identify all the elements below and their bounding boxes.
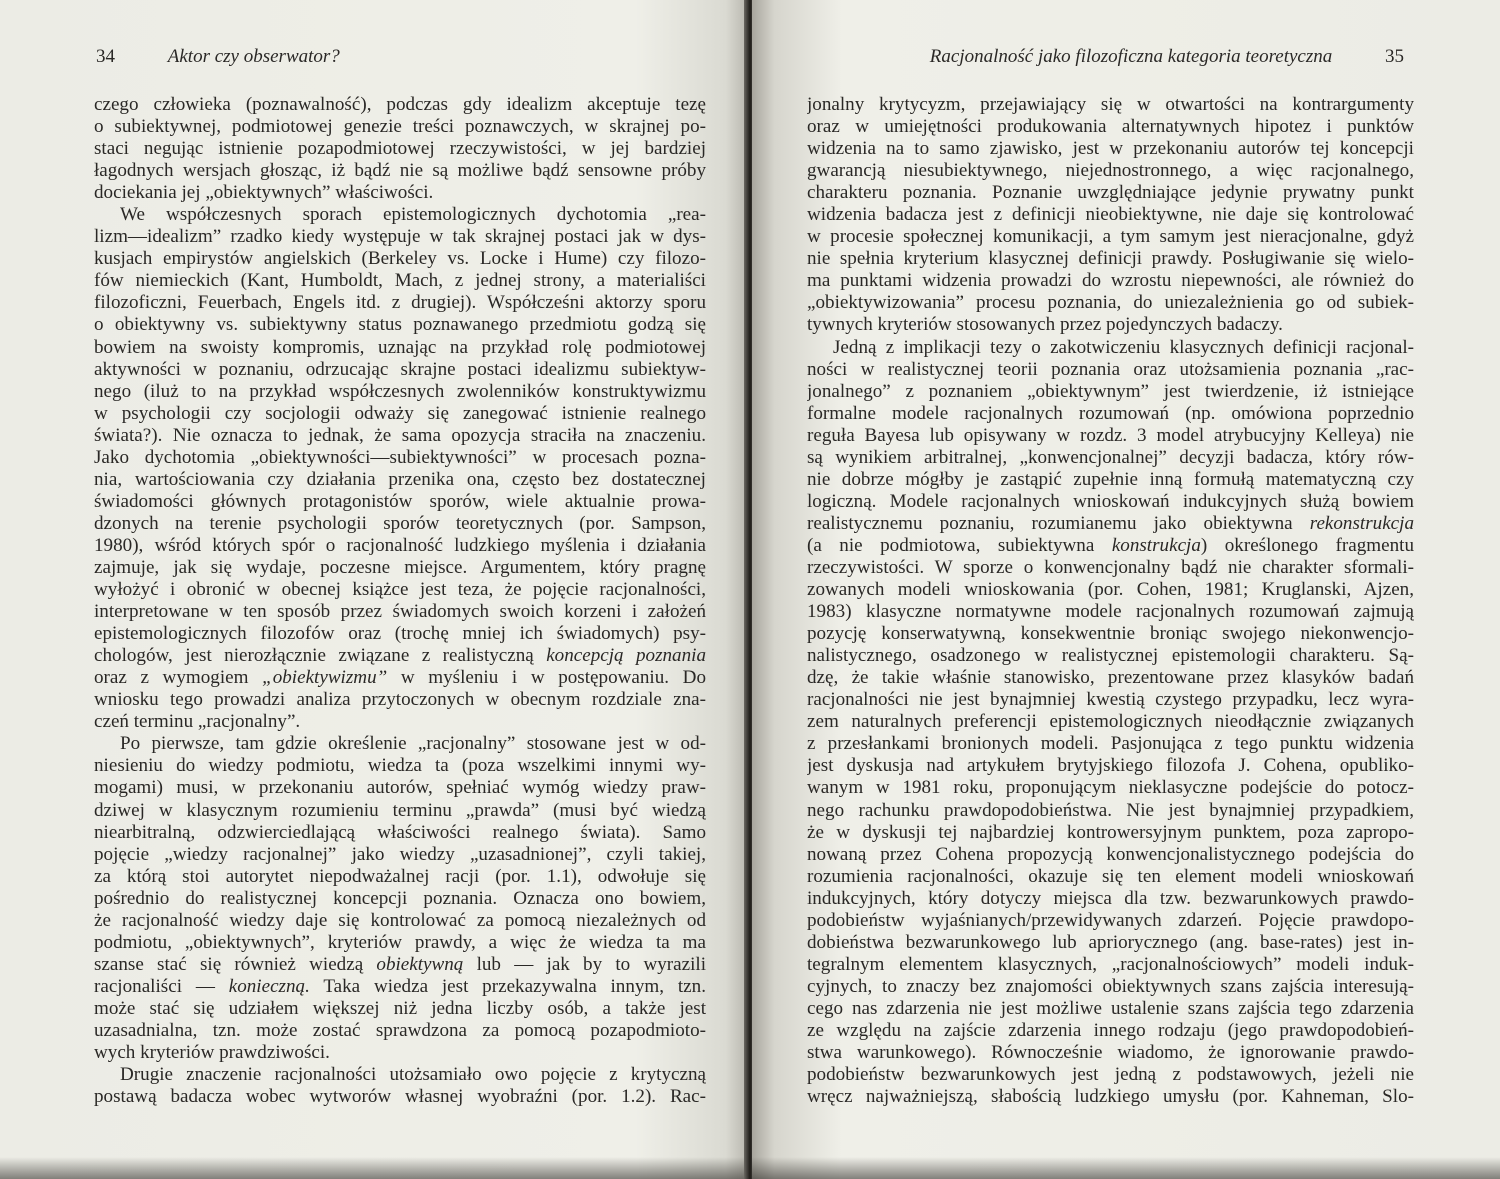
text-line: dzę, że takie właśnie stanowisko, prezentowane przez klasyków badań: [807, 667, 1414, 689]
text-line: czego człowieka (poznawalność), podczas gdy idealizm akceptuje tezę: [94, 94, 706, 115]
text-line: jest dyskusja nad artykułem brytyjskiego filozofa J. Cohena, opubliko-: [807, 755, 1414, 777]
text-line: w psychologii czy socjologii odważy się zanegować istnienie realnego: [94, 402, 706, 424]
right-page-body: [807, 94, 1414, 1108]
right-page-header: [804, 46, 1404, 68]
text-line: 1983) klasyczne normatywne modele racjonalnych rozumowań zajmują: [807, 601, 1414, 623]
text-line: dociekania jej „obiektywnych” właściwości.: [94, 182, 434, 204]
page-number: 34: [96, 46, 115, 67]
text-line: nie spełnia kryterium klasycznej definicji prawdy. Posługiwanie się wielo-: [807, 248, 1414, 270]
text-line: dobieństwa bezwarunkowego lub apriorycznego (ang. base-rates) jest in-: [807, 931, 1414, 953]
page-edge-shadow: [752, 1157, 1500, 1179]
text-line: czeń terminu „racjonalny”.: [94, 711, 301, 733]
text-line: dziwej w klasycznym rozumieniu terminu „prawda” (musi być wiedzą: [94, 799, 706, 821]
text-line: podmiotu, „obiektywnych”, kryteriów prawdy, a więc że wiedza ta ma: [94, 931, 706, 953]
text-line: Drugie znaczenie racjonalności utożsamiało owo pojęcie z krytyczną: [120, 1064, 706, 1086]
text-line: może stać się udziałem większej niż jedna liczby osób, a także jest: [94, 997, 706, 1019]
text-line: chologów, jest nierozłącznie związane z realistyczną koncepcją poznania: [94, 645, 706, 667]
text-line: postawą badacza wobec wytworów własnej wyobraźni (por. 1.2). Rac-: [94, 1086, 706, 1108]
text-line: uzasadnialna, tzn. może zostać sprawdzona za pomocą pozapodmioto-: [94, 1019, 706, 1041]
text-line: niearbitralną, odzwierciedlającą właściwości realnego świata). Samo: [94, 821, 706, 843]
text-line: jonalny krytycyzm, przejawiający się w otwartości na kontrargumenty: [807, 94, 1414, 115]
text-line: 1980), wśród których spór o racjonalność ludzkiego myślenia i działania: [94, 534, 706, 556]
text-line: racjonaliści — konieczną. Taka wiedza jest przekazywalna innym, tzn.: [94, 975, 706, 997]
text-line: realistycznemu poznaniu, rozumianemu jako obiektywna rekonstrukcja: [807, 512, 1414, 534]
text-line: logiczną. Modele racjonalnych wnioskowań indukcyjnych służą bowiem: [807, 490, 1414, 512]
text-line: rzeczywistości. W sporze o konwencjonalny bądź nie charakter sformali-: [807, 556, 1414, 578]
text-line: dzonych na terenie psychologii sporów teoretycznych (por. Sampson,: [94, 512, 706, 534]
text-line: Jako dychotomia „obiektywności—subiektywności” w procesach pozna-: [94, 446, 706, 468]
text-line: ma punktami widzenia prowadzi do wzrostu niepewności, ale również do: [807, 270, 1414, 292]
text-line: reguła Bayesa lub opisywany w rozdz. 3 model atrybucyjny Kelleya) nie: [807, 424, 1414, 446]
left-page: [0, 0, 748, 1179]
text-line: zajmuje, jak się wydaje, poczesne miejsce. Argumentem, który pragnę: [94, 556, 706, 578]
text-line: zowanych modeli wnioskowania (por. Cohen, 1981; Kruglanski, Ajzen,: [807, 579, 1414, 601]
text-line: oraz z wymogiem „obiektywizmu” w myśleniu i w postępowaniu. Do: [94, 667, 706, 689]
text-line: łagodnych wersjach głosząc, iż bądź nie są możliwe bądź sensowne próby: [94, 160, 706, 182]
text-line: wręcz najważniejszą, słabością ludzkiego umysłu (por. Kahneman, Slo-: [807, 1086, 1414, 1108]
text-line: cyjnych, to znaczy bez znajomości obiektywnych szans zajścia interesują-: [807, 975, 1414, 997]
text-line: o obiektywny vs. subiektywny status poznawanego przedmiotu godzą się: [94, 314, 706, 336]
text-line: filozoficzni, Feuerbach, Engels itd. z drugiej). Współcześni aktorzy sporu: [94, 292, 706, 314]
text-line: tywnych kryteriów stosowanych przez pojedynczych badaczy.: [807, 314, 1283, 336]
text-line: nie dobrze mógłby je zastąpić zupełnie inną formułą matematyczną czy: [807, 468, 1414, 490]
text-line: stwa warunkowego). Równocześnie wiadomo, że ignorowanie prawdo-: [807, 1042, 1414, 1064]
text-line: nia, wartościowania czy działania przenika ona, często bez dostatecznej: [94, 468, 706, 490]
text-line: lizm—idealizm” rzadko kiedy występuje w tak skrajnej postaci jak w dys-: [94, 226, 706, 248]
text-line: pojęcie „wiedzy racjonalnej” jako wiedzy „uzasadnionej”, czyli takiej,: [94, 843, 706, 865]
text-line: epistemologicznych filozofów oraz (trochę mniej ich świadomych) psy-: [94, 623, 706, 645]
text-line: niesieniu do wiedzy podmiotu, wiedza ta (poza wszelkimi innymi wy-: [94, 755, 706, 777]
text-line: Po pierwsze, tam gdzie określenie „racjonalny” stosowane jest w od-: [120, 733, 706, 755]
text-line: ności w realistycznej teorii poznania oraz utożsamienia poznania „rac-: [807, 358, 1414, 380]
text-line: (a nie podmiotowa, subiektywna konstrukcja) określonego fragmentu: [807, 534, 1414, 556]
text-line: interpretowane w ten sposób przez świadomych swoich korzeni i założeń: [94, 601, 706, 623]
page-number: 35: [1385, 46, 1404, 67]
text-line: wych kryteriów prawdziwości.: [94, 1042, 330, 1064]
text-line: aktywności w poznaniu, odrzucając skrajne postaci idealizmu subiektyw-: [94, 358, 706, 380]
text-line: wanym w 1981 roku, proponującym nieklasyczne podejście do potocz-: [807, 777, 1414, 799]
text-line: cego nas zdarzenia nie jest możliwe ustalenie szans zajścia tego zdarzenia: [807, 997, 1414, 1019]
text-line: nowaną przez Cohena propozycją konwencjonalistycznego podejścia do: [807, 843, 1414, 865]
page-edge-shadow: [0, 1157, 748, 1179]
text-line: charakteru poznania. Poznanie uwzględniające jedynie prywatny punkt: [807, 182, 1414, 204]
text-line: formalne modele racjonalnych rozumowań (np. omówiona poprzednio: [807, 402, 1414, 424]
right-page: [752, 0, 1500, 1179]
text-line: mogami) musi, w przekonaniu autorów, spełniać wymóg wiedzy praw-: [94, 777, 706, 799]
text-line: są wynikiem arbitralnej, „konwencjonalnej” decyzji badacza, który rów-: [807, 446, 1414, 468]
text-line: racjonalności nie jest bynajmniej kwestią czystego przypadku, lecz wyra-: [807, 689, 1414, 711]
text-line: szanse stać się również wiedzą obiektywną lub — jak by to wyrazili: [94, 953, 706, 975]
text-line: widzenia na to samo zjawisko, jest w przekonaniu autorów tej koncepcji: [807, 138, 1414, 160]
text-line: nalistycznego, osadzonego w realistycznej epistemologii charakteru. Są-: [807, 645, 1414, 667]
text-line: staci negując istnienie pozapodmiotowej rzeczywistości, w jej bardziej: [94, 138, 706, 160]
text-line: wniosku tego prowadzi analiza przytoczonych w obecnym rozdziale zna-: [94, 689, 706, 711]
text-line: Jedną z implikacji tezy o zakotwiczeniu klasycznych definicji racjonal-: [833, 336, 1414, 358]
text-line: nego rachunku prawdopodobieństwa. Nie jest bynajmniej przypadkiem,: [807, 799, 1414, 821]
text-line: jonalnego” z poznaniem „obiektywnym” jest twierdzenie, iż istniejące: [807, 380, 1414, 402]
text-line: fów niemieckich (Kant, Humboldt, Mach, z jednej strony, a materialiści: [94, 270, 706, 292]
running-head: Racjonalność jako filozoficzna kategoria teoretyczna: [929, 46, 1333, 67]
text-line: wyłożyć i obronić w obecnej książce jest teza, że pojęcie racjonalności,: [94, 579, 706, 601]
text-line: widzenia badacza jest z definicji nieobiektywne, nie daje się kontrolować: [807, 204, 1414, 226]
left-page-body: [94, 94, 706, 1108]
running-head: Aktor czy obserwator?: [167, 46, 340, 67]
text-line: rozumienia racjonalności, okazuje się ten element modeli wnioskowań: [807, 865, 1414, 887]
text-line: z przesłankami bronionych modeli. Pasjonująca z tego punktu widzenia: [807, 733, 1414, 755]
text-line: nego (iluż to na przykład współczesnych zwolenników konstruktywizmu: [94, 380, 706, 402]
text-line: w procesie społecznej komunikacji, a tym samym jest nieracjonalne, gdyż: [807, 226, 1414, 248]
text-line: tegralnym elementem klasycznych, „racjonalnościowych” modeli induk-: [807, 953, 1414, 975]
text-line: zem naturalnych preferencji epistemologicznych nieodłącznie związanych: [807, 711, 1414, 733]
text-line: świata?). Nie oznacza to jednak, że sama opozycja straciła na znaczeniu.: [94, 424, 706, 446]
text-line: kusjach empirystów angielskich (Berkeley vs. Locke i Hume) czy filozo-: [94, 248, 706, 270]
text-line: pośrednio do realistycznej koncepcji poznania. Oznacza ono bowiem,: [94, 887, 706, 909]
text-line: o subiektywnej, podmiotowej genezie treści poznawczych, w skrajnej po-: [94, 116, 706, 138]
text-line: świadomości głównych protagonistów sporów, wiele aktualnie prowa-: [94, 490, 706, 512]
text-line: ze względu na zajście zdarzenia innego rodzaju (jego prawdopodobień-: [807, 1019, 1414, 1041]
text-line: oraz w umiejętności produkowania alternatywnych hipotez i punktów: [807, 116, 1414, 138]
text-line: że w dyskusji tej najbardziej kontrowersyjnym punktem, poza zapropo-: [807, 821, 1414, 843]
text-line: że racjonalność wiedzy daje się kontrolować za pomocą niezależnych od: [94, 909, 706, 931]
text-line: We współczesnych sporach epistemologicznych dychotomia „rea-: [120, 204, 706, 226]
text-line: „obiektywizowania” procesu poznania, do uniezależnienia go od subiek-: [807, 292, 1414, 314]
text-line: gwarancją niesubiektywnego, niejednostronnego, a więc racjonalnego,: [807, 160, 1414, 182]
left-page-header: [96, 46, 688, 68]
text-line: indukcyjnych, który dotyczy miejsca dla tzw. bezwarunkowych prawdo-: [807, 887, 1414, 909]
text-line: podobieństw bezwarunkowych jest jedną z podstawowych, jeżeli nie: [807, 1064, 1414, 1086]
text-line: pozycję konserwatywną, konsekwentnie broniąc swojego niekonwencjo-: [807, 623, 1414, 645]
text-line: bowiem na swoisty kompromis, uznając na przykład rolę podmiotowej: [94, 336, 706, 358]
text-line: podobieństw wyjaśnianych/przewidywanych zdarzeń. Pojęcie prawdopo-: [807, 909, 1414, 931]
text-line: za którą stoi autorytet niepodważalnej racji (por. 1.1), odwołuje się: [94, 865, 706, 887]
